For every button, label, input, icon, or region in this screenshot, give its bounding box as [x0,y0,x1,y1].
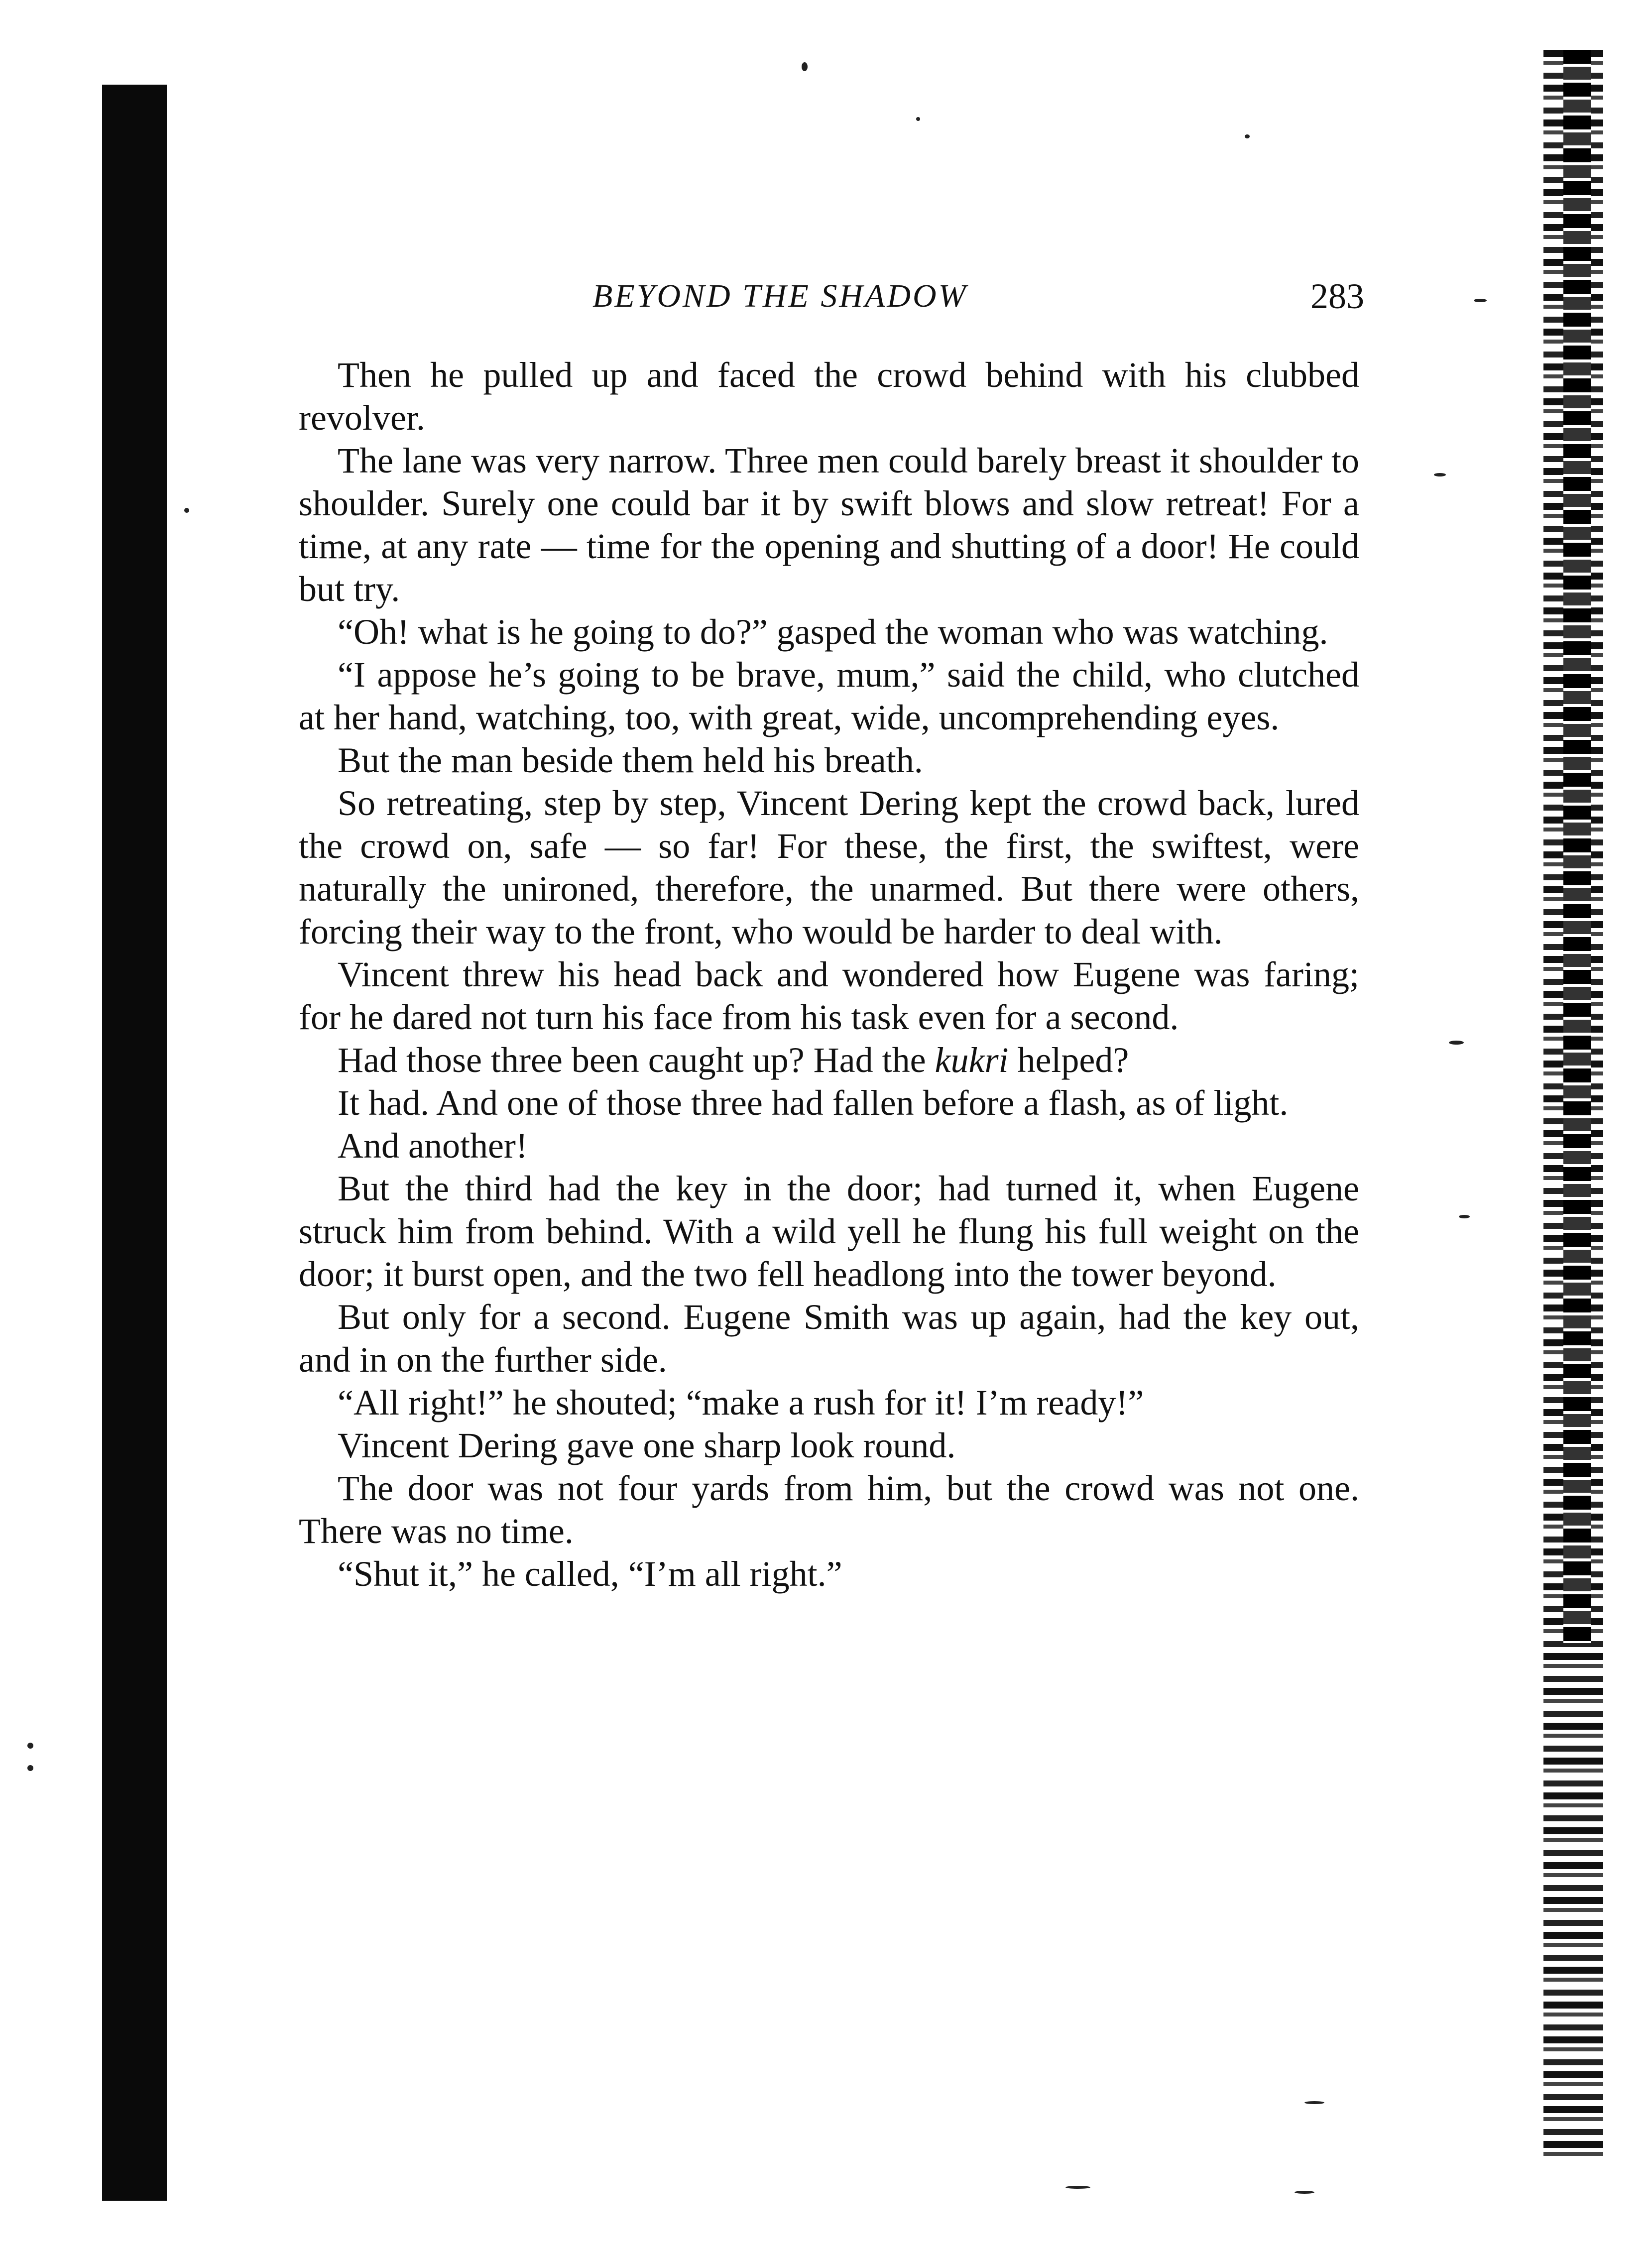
paragraph: But the man beside them held his breath. [338,740,923,780]
italic-word: kukri [935,1040,1009,1080]
paragraph: Then he pulled up and faced the crowd behind with his clubbed revolver. [299,355,1359,438]
paragraph: “I appose he’s going to be brave, mum,” said the child, who clutched at her hand, watching, too, with great, wide, uncomprehending eyes. [299,655,1359,737]
paragraph: But the third had the key in the door; had turned it, when Eugene struck him from behind. With a wild yell he flung his full weight on the door; it burst open, and the two fell headlong into the tower beyond. [299,1169,1359,1294]
paragraph: The lane was very narrow. Three men could barely breast it shoulder to shoulder. Surely one could bar it by swift blows and slow retreat! For a time, at any rate — time for the opening and shutting of a door! He could but try. [299,441,1359,609]
page-number: 283 [1310,276,1364,316]
paragraph: The door was not four yards from him, but the crowd was not one. There was no time. [299,1468,1359,1551]
paragraph [299,1039,1359,1081]
binding-shadow [102,85,167,2201]
paragraph: So retreating, step by step, Vincent Dering kept the crowd back, lured the crowd on, safe — so far! For these, the first, the swiftest, were naturally the unironed, therefore, the unarmed. But there were others, forcing their way to the front, who would be harder to deal with. [299,783,1359,951]
paragraph: Vincent Dering gave one sharp look round. [338,1425,956,1465]
paragraph-text: helped? [1008,1040,1129,1080]
paragraph: “All right!” he shouted; “make a rush for it! I’m ready!” [338,1383,1144,1423]
paragraph: “Oh! what is he going to do?” gasped the woman who was watching. [338,612,1328,652]
page-edge-dark-strip [1563,50,1591,1643]
page-header [299,269,1364,324]
paragraph-text: Had those three been caught up? Had the [338,1040,935,1080]
paragraph: Vincent threw his head back and wondered how Eugene was faring; for he dared not turn his face from his task even for a second. [299,954,1359,1037]
body-text [299,354,1359,1595]
paragraph: But only for a second. Eugene Smith was up again, had the key out, and in on the further side. [299,1297,1359,1380]
running-title: BEYOND THE SHADOW [592,278,968,314]
paragraph: And another! [338,1126,528,1166]
paragraph: “Shut it,” he called, “I’m all right.” [338,1554,842,1594]
paragraph: It had. And one of those three had fallen before a flash, as of light. [338,1083,1289,1123]
